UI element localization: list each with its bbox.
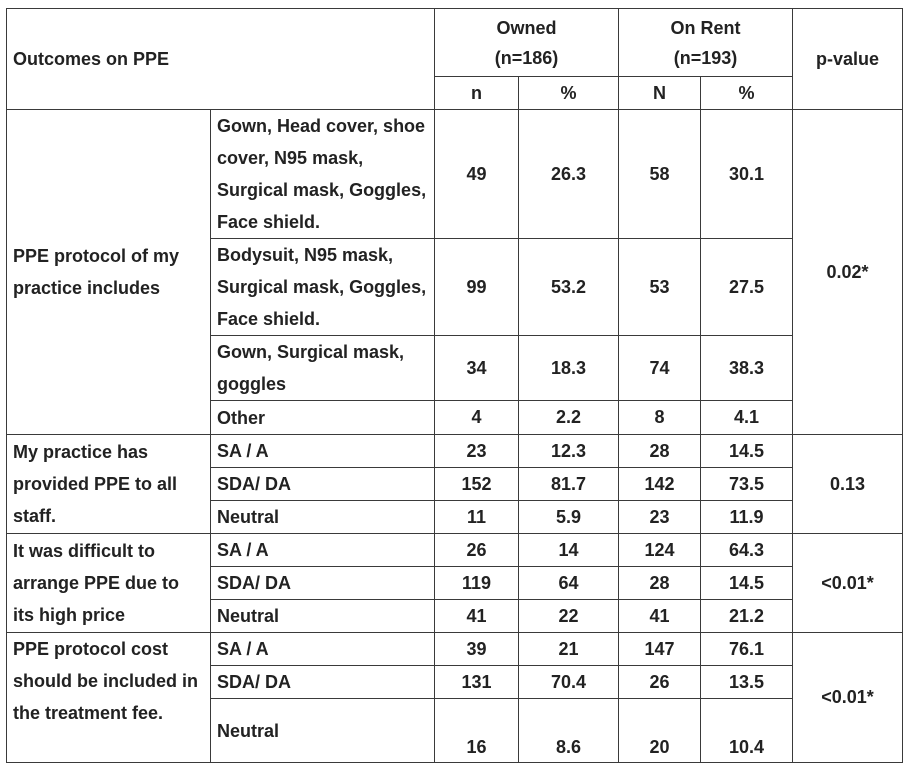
rent-n-cell: 147 — [619, 633, 701, 666]
rent-n-cell: 28 — [619, 567, 701, 600]
owned-pct-cell: 26.3 — [519, 110, 619, 239]
category-cell: SDA/ DA — [211, 468, 435, 501]
owned-count: (n=186) — [494, 47, 559, 68]
outcome-cell: PPE protocol cost should be included in the treatment fee. — [7, 633, 211, 763]
owned-pct-cell: 81.7 — [519, 468, 619, 501]
pvalue-cell: <0.01* — [793, 534, 903, 633]
table-row — [7, 534, 903, 567]
rent-pct-cell: 30.1 — [701, 110, 793, 239]
category-cell: SA / A — [211, 435, 435, 468]
rent-pct-header: % — [701, 77, 793, 110]
owned-pct-cell: 64 — [519, 567, 619, 600]
rent-pct-cell: 73.5 — [701, 468, 793, 501]
rent-label: On Rent — [670, 17, 741, 38]
rent-n-cell: 58 — [619, 110, 701, 239]
outcome-cell: My practice has provided PPE to all staff. — [7, 435, 211, 534]
owned-n-header: n — [435, 77, 519, 110]
rent-pct-cell: 21.2 — [701, 600, 793, 633]
owned-n-cell: 23 — [435, 435, 519, 468]
owned-pct-cell: 5.9 — [519, 501, 619, 534]
owned-pct-cell: 18.3 — [519, 336, 619, 401]
category-cell: SDA/ DA — [211, 666, 435, 699]
owned-pct-cell: 21 — [519, 633, 619, 666]
pvalue-cell: <0.01* — [793, 633, 903, 763]
ppe-outcomes-table — [6, 8, 903, 763]
category-cell: Neutral — [211, 600, 435, 633]
rent-pct-cell: 10.4 — [701, 699, 793, 763]
category-cell: Neutral — [211, 699, 435, 763]
table-row — [7, 435, 903, 468]
rent-pct-cell: 27.5 — [701, 239, 793, 336]
header-row-top — [7, 9, 903, 77]
owned-pct-cell: 12.3 — [519, 435, 619, 468]
rent-n-cell: 20 — [619, 699, 701, 763]
owned-n-cell: 41 — [435, 600, 519, 633]
owned-pct-cell: 70.4 — [519, 666, 619, 699]
rent-pct-cell: 11.9 — [701, 501, 793, 534]
owned-pct-cell: 8.6 — [519, 699, 619, 763]
owned-pct-header: % — [519, 77, 619, 110]
owned-n-cell: 39 — [435, 633, 519, 666]
rent-n-cell: 8 — [619, 401, 701, 435]
rent-n-cell: 28 — [619, 435, 701, 468]
rent-n-cell: 23 — [619, 501, 701, 534]
rent-pct-cell: 76.1 — [701, 633, 793, 666]
rent-n-cell: 26 — [619, 666, 701, 699]
category-cell: SDA/ DA — [211, 567, 435, 600]
owned-pct-cell: 14 — [519, 534, 619, 567]
owned-n-cell: 119 — [435, 567, 519, 600]
owned-pct-cell: 53.2 — [519, 239, 619, 336]
owned-n-cell: 16 — [435, 699, 519, 763]
table-body — [7, 110, 903, 763]
owned-pct-cell: 2.2 — [519, 401, 619, 435]
pvalue-cell: 0.13 — [793, 435, 903, 534]
rent-pct-cell: 64.3 — [701, 534, 793, 567]
owned-pct-cell: 22 — [519, 600, 619, 633]
owned-n-cell: 26 — [435, 534, 519, 567]
rent-n-cell: 74 — [619, 336, 701, 401]
rent-n-cell: 53 — [619, 239, 701, 336]
category-cell: Gown, Head cover, shoe cover, N95 mask, Surgical mask, Goggles, Face shield. — [211, 110, 435, 239]
owned-n-cell: 11 — [435, 501, 519, 534]
outcomes-header: Outcomes on PPE — [7, 9, 435, 110]
owned-n-cell: 49 — [435, 110, 519, 239]
owned-n-cell: 4 — [435, 401, 519, 435]
rent-pct-cell: 4.1 — [701, 401, 793, 435]
rent-n-cell: 124 — [619, 534, 701, 567]
owned-n-cell: 131 — [435, 666, 519, 699]
outcome-cell: PPE protocol of my practice includes — [7, 110, 211, 435]
category-cell: SA / A — [211, 534, 435, 567]
rent-pct-cell: 13.5 — [701, 666, 793, 699]
category-cell: Bodysuit, N95 mask, Surgical mask, Goggles, Face shield. — [211, 239, 435, 336]
rent-n-cell: 142 — [619, 468, 701, 501]
owned-n-cell: 34 — [435, 336, 519, 401]
owned-header — [435, 9, 619, 77]
table-row — [7, 110, 903, 239]
outcome-cell: It was difficult to arrange PPE due to its high price — [7, 534, 211, 633]
owned-n-cell: 99 — [435, 239, 519, 336]
category-cell: Neutral — [211, 501, 435, 534]
rent-pct-cell: 14.5 — [701, 435, 793, 468]
rent-pct-cell: 14.5 — [701, 567, 793, 600]
pvalue-cell: 0.02* — [793, 110, 903, 435]
category-cell: Other — [211, 401, 435, 435]
pvalue-header: p-value — [793, 9, 903, 110]
rent-n-header: N — [619, 77, 701, 110]
rent-pct-cell: 38.3 — [701, 336, 793, 401]
rent-header — [619, 9, 793, 77]
category-cell: Gown, Surgical mask, goggles — [211, 336, 435, 401]
category-cell: SA / A — [211, 633, 435, 666]
rent-count: (n=193) — [673, 47, 738, 68]
owned-n-cell: 152 — [435, 468, 519, 501]
owned-label: Owned — [496, 17, 557, 38]
table-row — [7, 633, 903, 666]
rent-n-cell: 41 — [619, 600, 701, 633]
